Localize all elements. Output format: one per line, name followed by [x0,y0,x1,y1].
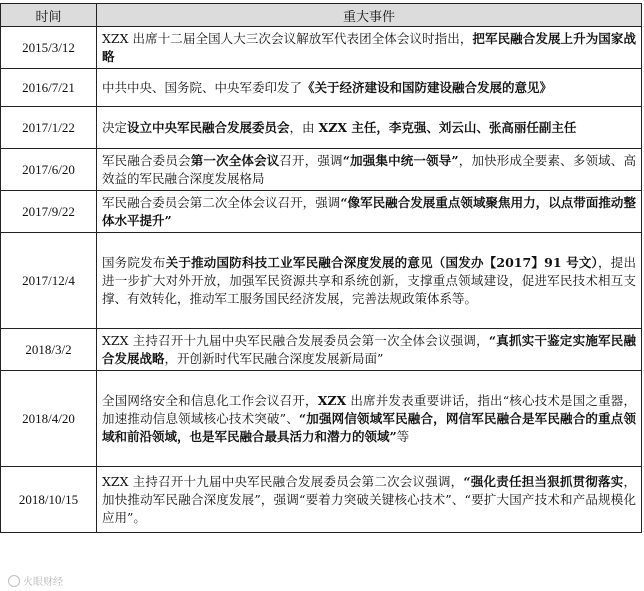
event-highlight: XZX [317,392,347,408]
event-highlight: XZX 主任，李克强、刘云山、张高丽任副主任 [318,119,577,135]
event-description [97,149,642,191]
event-date: 2018/3/2 [1,329,97,371]
watermark-logo-icon [8,575,20,587]
event-highlight: 设立中央军民融合发展委员会 [127,119,290,135]
events-table [0,3,642,533]
event-description [97,233,642,329]
event-date: 2017/9/22 [1,191,97,233]
event-text: ，开创新时代军民融合深度发展新局面” [164,350,384,366]
event-description [97,107,642,149]
event-text: 国务院发布 [102,254,166,270]
event-text: 召开，强调 [279,152,343,168]
event-text: 出席并发表重要讲话，指出“核心技术是国之重器，加速推动信息领域核心技术突破”、 [102,392,636,426]
header-row [1,4,642,27]
event-text: ，加快推动军民融合深度发展”，强调“要着力突破关键核心技术”、“要扩大国产技术和产品规模化应用”。 [102,473,636,525]
event-text: 全国网络安全和信息化工作会议召开， [102,392,318,408]
event-date: 2015/3/12 [1,27,97,69]
event-description [97,329,642,371]
event-highlight: “加强网信领域军民融合，网信军民融合是军民融合的重点领域和前沿领域，也是军民融合最具活力和潜力的领域” [102,410,636,444]
watermark [8,573,63,588]
table-row [1,233,642,329]
table-row [1,27,642,69]
event-text: ，提出进一步扩大对外开放，加强军民资源共享和系统创新，支撑重点领域建设，促进军民技术相互支撑、有效转化，推动军工服务国民经济发展，完善法规政策体系等。 [102,254,636,306]
event-highlight: 第一次全体会议 [190,152,280,168]
event-text: 决定 [102,119,128,135]
table-row [1,69,642,107]
event-highlight: “真抓实干鉴定实施军民融合发展战略 [102,332,636,366]
event-description [97,371,642,467]
header-date: 时间 [1,4,97,27]
event-text: ，由 [289,119,319,135]
event-date: 2017/12/4 [1,233,97,329]
event-description [97,69,642,107]
event-highlight: 把军民融合发展上升为国家战略 [102,30,636,64]
event-text: XZX 出席十二届全国人大三次会议解放军代表团全体会议时指出， [102,30,473,46]
table-row [1,191,642,233]
event-date: 2017/1/22 [1,107,97,149]
event-text: 等 [396,428,410,444]
event-highlight: 关于推动国防科技工业军民融合深度发展的意见（国发办【2017】91 号文） [165,254,599,270]
event-text: XZX 主持召开十九届中央军民融合发展委员会第一次全体会议强调， [102,332,489,348]
event-date: 2017/6/20 [1,149,97,191]
event-highlight: “强化责任担当狠抓贯彻落实 [463,473,624,489]
event-text: 军民融合委员会第二次全体会议召开，强调 [102,194,341,210]
event-highlight: “加强集中统一领导” [342,152,459,168]
event-highlight: 《关于经济建设和国防建设融合发展的意见》 [302,79,553,95]
table-row [1,371,642,467]
table-row [1,329,642,371]
event-text: 军民融合委员会 [102,152,191,168]
table-row [1,149,642,191]
event-description [97,467,642,533]
table-row [1,107,642,149]
event-description [97,191,642,233]
event-text: XZX 主持召开十九届中央军民融合发展委员会第二次会议强调， [102,473,464,489]
event-highlight: “像军民融合发展重点领域聚焦用力，以点带面推动整体水平提升” [102,194,636,228]
table-row [1,467,642,533]
event-date: 2018/10/15 [1,467,97,533]
event-date: 2018/4/20 [1,371,97,467]
event-description [97,27,642,69]
event-text: 中共中央、国务院、中央军委印发了 [102,79,303,95]
header-event: 重大事件 [97,4,642,27]
event-text: ，加快形成全要素、多领域、高效益的军民融合深度发展格局 [102,152,636,186]
watermark-text: 火眼财经 [23,577,63,588]
event-date: 2016/7/21 [1,69,97,107]
